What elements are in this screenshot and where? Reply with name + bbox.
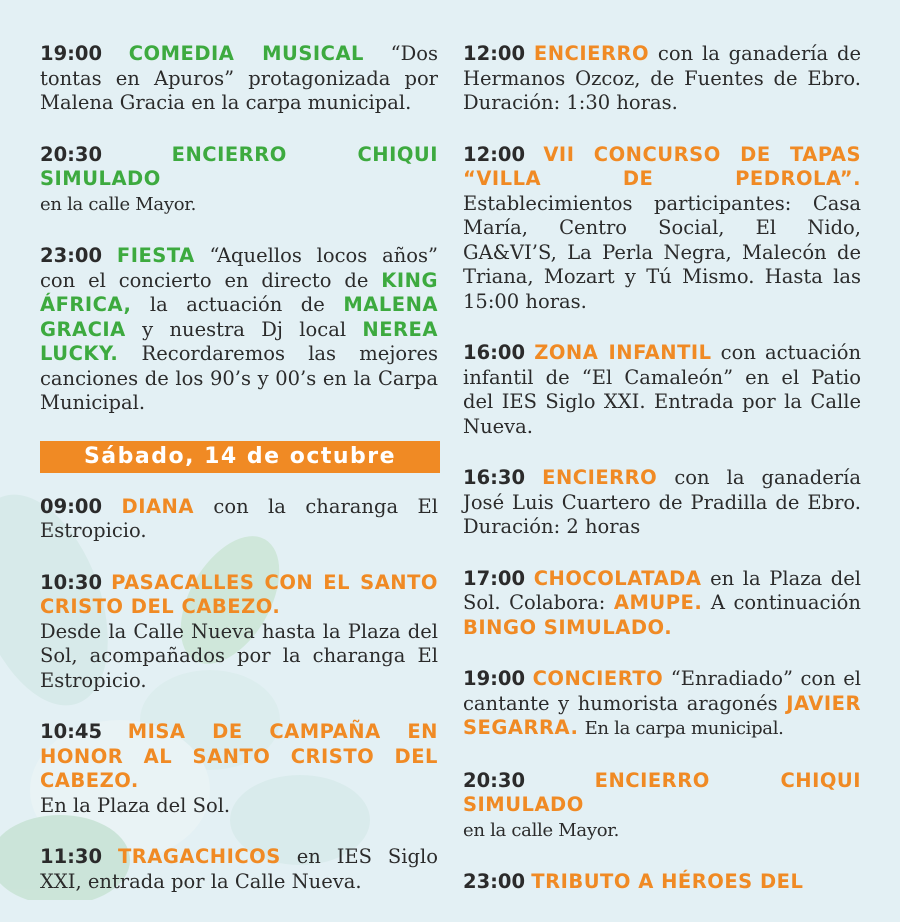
event-time: 23:00	[463, 870, 526, 893]
event-title: ENCIERRO CHIQUI SIMULADO	[463, 768, 861, 816]
event-highlight: BINGO SIMULADO.	[463, 615, 673, 639]
event-time: 19:00	[40, 42, 103, 65]
event-description: con la ganadería de Hermanos Ozcoz, de Fuentes de Ebro. Duración: 1:30 horas.	[463, 42, 862, 114]
event-2300-tributo	[463, 870, 861, 895]
event-description: en IES Siglo XXI, entrada por la Calle Nueva.	[40, 845, 438, 893]
event-time: 12:00	[463, 142, 526, 166]
event-description: Recordaremos las mejores canciones de los 90’s y 00’s en la Carpa Municipal.	[40, 342, 438, 414]
event-title: DIANA	[121, 494, 194, 518]
event-2030-encierro-chiqui	[40, 143, 438, 218]
event-title: CHOCOLATADA	[533, 566, 702, 590]
event-time: 20:30	[40, 142, 103, 166]
event-title: TRAGACHICOS	[117, 845, 281, 868]
event-description: “Dos tontas en Apuros” protagonizada por Malena Gracia en la carpa municipal.	[40, 42, 438, 114]
event-description: en la Plaza del Sol. Colabora:	[463, 566, 861, 614]
event-title: TRIBUTO A HÉROES DEL	[531, 870, 804, 893]
event-title: ENCIERRO	[533, 42, 650, 65]
event-2300-fiesta	[40, 244, 438, 416]
event-title: FIESTA	[116, 244, 195, 267]
day-header: Sábado, 14 de octubre	[40, 441, 440, 473]
event-time: 20:30	[463, 768, 526, 792]
artist-name: MALENA GRACIA	[40, 293, 438, 341]
event-1700-chocolatada	[463, 567, 861, 641]
event-0900-diana	[40, 495, 438, 544]
event-1030-pasacalles	[40, 571, 438, 694]
event-1630-encierro	[463, 466, 861, 540]
event-1200-concurso-tapas	[463, 143, 861, 315]
event-time: 12:00	[463, 42, 526, 65]
event-description: con la charanga El Estropicio.	[40, 494, 438, 542]
event-time: 10:30	[40, 570, 103, 594]
event-1200-encierro	[463, 42, 861, 116]
event-1130-tragachicos	[40, 845, 438, 894]
event-title: PASACALLES CON EL SANTO CRISTO DEL CABEZO.	[40, 570, 438, 618]
event-title: ENCIERRO CHIQUI SIMULADO	[40, 142, 438, 190]
left-column	[40, 42, 438, 921]
event-time: 09:00	[40, 494, 103, 518]
event-2030-encierro-chiqui	[463, 769, 861, 844]
event-description: “Aquellos locos años” con el concierto en directo de	[40, 244, 438, 292]
event-description: la actuación de	[149, 293, 325, 316]
event-time: 23:00	[40, 244, 103, 267]
event-1045-misa	[40, 720, 438, 818]
event-time: 10:45	[40, 720, 103, 743]
event-1900-comedia	[40, 42, 438, 116]
sponsor-name: AMUPE.	[613, 591, 703, 614]
event-description: Desde la Calle Nueva hasta la Plaza del Sol, acompañados por la charanga El Estropicio.	[40, 619, 438, 692]
artist-name: NEREA LUCKY.	[40, 317, 438, 365]
artist-name: KING ÁFRICA,	[40, 268, 438, 316]
event-title: MISA DE CAMPAÑA EN HONOR AL SANTO CRISTO DEL CABEZO.	[40, 720, 439, 792]
event-title: CONCIERTO	[532, 667, 664, 690]
event-description: En la Plaza del Sol.	[40, 793, 231, 817]
event-time: 19:00	[463, 667, 526, 690]
event-time: 16:30	[463, 466, 526, 489]
event-title: COMEDIA MUSICAL	[128, 42, 364, 65]
event-time: 17:00	[463, 566, 526, 590]
event-description: con la ganadería José Luis Cuartero de Pradilla de Ebro. Duración: 2 horas	[463, 466, 861, 538]
artist-name: JAVIER SEGARRA.	[463, 691, 861, 739]
event-1600-zona-infantil	[463, 341, 861, 439]
event-description: en la calle Mayor.	[463, 819, 619, 841]
event-description: A continuación	[710, 591, 861, 614]
event-time: 11:30	[40, 845, 103, 868]
event-description: “Enradiado” con el cantante y humorista aragonés	[463, 667, 861, 715]
event-description: con actuación infantil de “El Camaleón” en el Patio del IES Siglo XXI. Entrada por la Calle Nueva.	[463, 341, 862, 438]
event-description: Establecimientos participantes: Casa María, Centro Social, El Nido, GA&VI’S, La Perla Negra, Malecón de Triana, Mozart y Tú Mismo. Hasta las 15:00 horas.	[463, 191, 861, 313]
event-title: ENCIERRO	[542, 466, 658, 489]
event-1900-concierto	[463, 667, 861, 742]
event-title: ZONA INFANTIL	[534, 341, 712, 364]
event-description: en la calle Mayor.	[40, 193, 196, 215]
event-description: y nuestra Dj local	[142, 317, 347, 341]
event-time: 16:00	[463, 341, 526, 364]
right-column	[463, 42, 861, 922]
event-title: VII CONCURSO DE TAPAS “VILLA DE PEDROLA”.	[463, 142, 862, 190]
event-description: En la carpa municipal.	[584, 718, 784, 739]
